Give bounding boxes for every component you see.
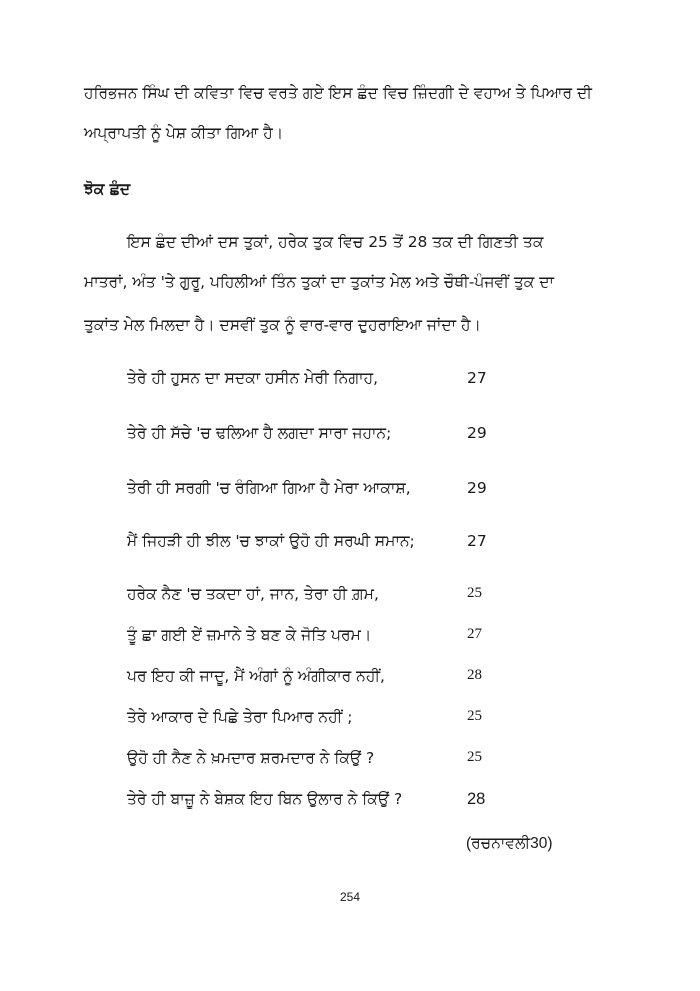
verse-line [127,585,567,607]
verse-line [127,708,567,730]
section-line-3: ਤੁਕਾਂਤ ਮੇਲ ਮਿਲਦਾ ਹੈ। ਦਸਵੀਂ ਤੁਕ ਨੂੰ ਵਾਰ-ਵਾਰ ਦੁਹਰਾਇਆ ਜਾਂਦਾ ਹੈ। [84,316,481,334]
verse-line [127,667,567,689]
source-citation: (ਰਚਨਾਵਲੀ30) [466,835,553,852]
section-line-2: ਮਾਤਰਾਂ, ਅੰਤ 'ਤੇ ਗੁਰੂ, ਪਹਿਲੀਆਂ ਤਿੰਨ ਤੁਕਾਂ ਦਾ ਤੁਕਾਂਤ ਮੇਲ ਅਤੇ ਚੌਥੀ-ਪੰਜਵੀਂ ਤੁਕ ਦਾ [84,273,554,291]
verse-line [127,369,567,391]
verse-text: ਮੈਂ ਜਿਹੜੀ ਹੀ ਝੀਲ 'ਚ ਝਾਕਾਂ ਉਹੋ ਹੀ ਸਰਘੀ ਸਮਾਨ; [127,532,415,550]
matra-count: 29 [467,479,487,497]
verse-line [127,790,567,812]
verse-text: ਪਰ ਇਹ ਕੀ ਜਾਦੂ, ਮੈਂ ਅੰਗਾਂ ਨੂੰ ਅੰਗੀਕਾਰ ਨਹੀਂ, [127,667,385,685]
intro-line-2: ਅਪ੍ਰਾਪਤੀ ਨੂੰ ਪੇਸ਼ ਕੀਤਾ ਗਿਆ ਹੈ। [84,124,284,142]
section-line-1: ਇਸ ਛੰਦ ਦੀਆਂ ਦਸ ਤੁਕਾਂ, ਹਰੇਕ ਤੁਕ ਵਿਚ 25 ਤੋਂ 28 ਤਕ ਦੀ ਗਿਣਤੀ ਤਕ [127,233,544,251]
intro-line-1: ਹਰਿਭਜਨ ਸਿੰਘ ਦੀ ਕਵਿਤਾ ਵਿਚ ਵਰਤੇ ਗਏ ਇਸ ਛੰਦ ਵਿਚ ਜ਼ਿੰਦਗੀ ਦੇ ਵਹਾਅ ਤੇ ਪਿਆਰ ਦੀ [84,84,592,102]
matra-count: 28 [467,667,482,683]
verse-text: ਤੇਰੇ ਆਕਾਰ ਦੇ ਪਿਛੇ ਤੇਰਾ ਪਿਆਰ ਨਹੀਂ ; [127,708,353,726]
verse-text: ਤੂੰ ਛਾ ਗਈ ਏਂ ਜ਼ਮਾਨੇ ਤੇ ਬਣ ਕੇ ਜੋਤਿ ਪਰਮ। [127,626,372,644]
verse-text: ਤੇਰੇ ਹੀ ਹੁਸਨ ਦਾ ਸਦਕਾ ਹਸੀਨ ਮੇਰੀ ਨਿਗਾਹ, [127,369,379,387]
page-number: 254 [339,890,361,904]
verse-line [127,424,567,446]
section-heading: ਝੋਕ ਛੰਦ [84,180,131,198]
matra-count: 27 [467,532,487,550]
verse-line [127,532,567,554]
verse-line [127,626,567,648]
verse-text: ਉਹੋ ਹੀ ਨੈਣ ਨੇ ਖ਼ਮਦਾਰ ਸ਼ਰਮਦਾਰ ਨੇ ਕਿਉਂ ? [127,749,375,767]
matra-count: 25 [467,749,482,765]
matra-count: 29 [467,424,487,442]
verse-line [127,749,567,771]
matra-count: 27 [467,626,482,642]
verse-text: ਤੇਰੀ ਹੀ ਸਰਗੀ 'ਚ ਰੰਗਿਆ ਗਿਆ ਹੈ ਮੇਰਾ ਆਕਾਸ਼, [127,479,411,497]
verse-text: ਤੇਰੇ ਹੀ ਸੱਚੇ 'ਚ ਢਲਿਆ ਹੈ ਲਗਦਾ ਸਾਰਾ ਜਹਾਨ; [127,424,392,442]
matra-count: 27 [467,369,487,387]
matra-count: 28 [467,790,486,808]
matra-count: 25 [467,708,482,724]
verse-text: ਤੇਰੇ ਹੀ ਬਾਜ਼ੂ ਨੇ ਬੇਸ਼ਕ ਇਹ ਬਿਨ ਉਲਾਰ ਨੇ ਕਿਉਂ ? [127,790,403,808]
matra-count: 25 [467,585,482,601]
verse-text: ਹਰੇਕ ਨੈਣ 'ਚ ਤਕਦਾ ਹਾਂ, ਜਾਨ, ਤੇਰਾ ਹੀ ਗ਼ਮ, [127,585,379,603]
verse-line [127,479,567,501]
